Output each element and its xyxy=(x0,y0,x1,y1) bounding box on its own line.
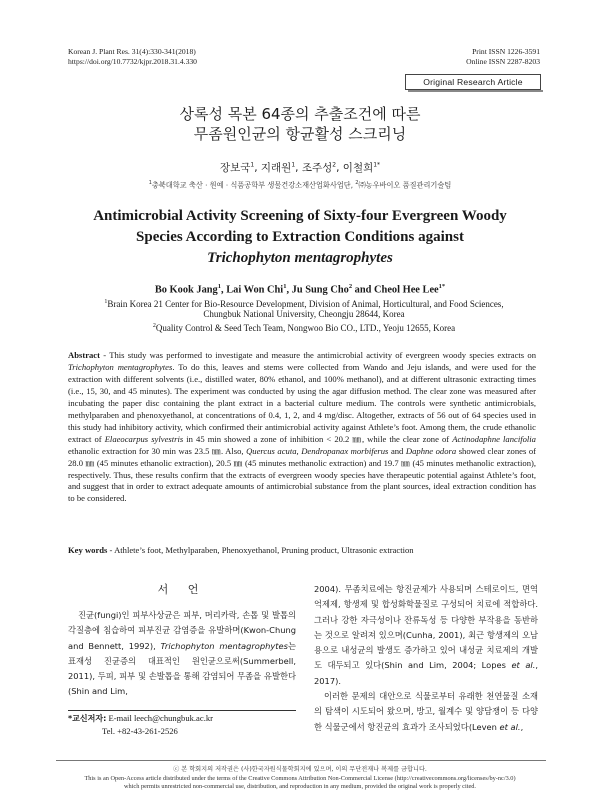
text-run: 는 표재성 진균증의 대표적인 원인균으로써(Summerbell, 2011), 두피, 피부 및 손발톱을 통해 감염되어 무좀을 유발한다(Shin and Lim, xyxy=(68,640,296,697)
english-title-line3: Trichophyton mentagrophytes xyxy=(207,250,393,266)
text-run: in 45 min showed a zone of inhibition < 20.2 ㎜, while the clear zone of xyxy=(183,433,453,444)
correspondence-email[interactable]: E-mail leech@chungbuk.ac.kr xyxy=(106,713,213,723)
intro-left-column xyxy=(68,582,296,700)
license-notice xyxy=(40,775,560,791)
journal-citation xyxy=(68,47,197,67)
affiliation-1-line1: Brain Korea 21 Center for Bio-Resource Development, Division of Animal, Horticultural, and Food Sciences, xyxy=(107,299,504,309)
intro-right-column xyxy=(314,582,538,735)
species-name: et al. xyxy=(499,721,521,732)
author-affiliation-marker: 2 xyxy=(332,161,337,169)
text-run: , xyxy=(520,721,524,732)
affiliation-marker: 2 xyxy=(355,180,359,186)
korean-affiliations xyxy=(0,180,600,190)
author-name: 이철희 xyxy=(342,162,374,174)
affiliation-text: ㈜농우바이오 품질관리기술팀 xyxy=(358,180,452,190)
intro-paragraph-2 xyxy=(314,689,538,735)
correspondence-divider xyxy=(68,710,296,711)
online-issn: Online ISSN 2287-8203 xyxy=(466,57,540,66)
text-run: - This study was performed to investigate and measure the antimicrobial activity of evergreen woody species extracts on xyxy=(99,350,536,360)
keywords-label: Key words xyxy=(68,545,108,555)
correspondence xyxy=(68,712,213,737)
author-name: Cheol Hee Lee xyxy=(374,284,439,296)
abstract xyxy=(68,350,536,505)
author-name: Ju Sung Cho xyxy=(291,284,349,296)
author-separator: , xyxy=(336,162,343,174)
author-separator: , xyxy=(286,284,292,296)
intro-paragraph-1 xyxy=(68,608,296,700)
text-run: 2004). 무좀치료에는 항진균제가 사용되며 스테로이드, 면역억제제, 항생제 및 합성화학물질로 구성되어 치료에 적합하다. 그러나 강한 자극성이나 잔류독성 등 다양한 부작용을 동반하는 것으로 알려져 있으며(Cunha, 2001), 최근 항생제의 오남용으로 내성균의 발생도 증가하고 있어 내성균 치료제의 개발도 대두되고 있다(Shin and Lim, 2004; Lopes xyxy=(314,584,538,671)
print-issn: Print ISSN 1226-3591 xyxy=(472,47,540,56)
species-name: Trichophyton mentagrophytes xyxy=(68,361,173,372)
correspondence-label: *교신저자: xyxy=(68,714,107,723)
author-affiliation-marker: 1* xyxy=(438,283,446,290)
species-name: Elaeocarpus sylvestris xyxy=(104,433,184,444)
korean-title-line2: 무좀원인균의 항균활성 스크리닝 xyxy=(193,125,407,143)
copyright-notice: ⓒ 본 학회지의 저작권은 (사)한국자원식물학회지에 있으며, 이의 무단전재나 복제를 금합니다. xyxy=(173,766,427,773)
author-name: Bo Kook Jang xyxy=(154,284,218,296)
keywords xyxy=(68,545,536,555)
species-name: Actinodaphne lancifolia xyxy=(452,433,536,444)
text-run: 진균(fungi)인 피부사상균은 피부, 머리카락, 손톱 및 발톱의 각질층에 침습하여 피부진균 감염증을 유발하며(Kwon-Chung and Bennett, 1992), xyxy=(68,610,296,651)
affiliation-1-marker: 1 xyxy=(104,299,108,305)
author-name: 장보국 xyxy=(219,162,251,174)
author-affiliation-marker: 1 xyxy=(283,283,287,290)
species-name: Daphne odora xyxy=(405,445,457,456)
author-name: 조주성 xyxy=(301,162,333,174)
license-line2: which permits unrestricted non-commercial use, distribution, and reproduction in any medium, provided the original work is properly cited. xyxy=(123,783,476,790)
doi-link[interactable]: https://doi.org/10.7732/kjpr.2018.31.4.330 xyxy=(68,57,197,66)
english-affiliation-1-cont: Chungbuk National University, Cheongju 28644, Korea xyxy=(203,309,405,319)
affiliation-text: 충북대학교 축산 · 원예 · 식품공학부 생물건강소재산업화사업단, xyxy=(151,180,356,190)
author-affiliation-marker: 2 xyxy=(348,283,353,290)
author-separator: , xyxy=(254,162,261,174)
english-affiliation-2 xyxy=(74,320,534,334)
author-separator: , xyxy=(295,162,302,174)
author-affiliation-marker: 1 xyxy=(291,161,296,169)
korean-authors xyxy=(0,160,600,175)
author-separator: , xyxy=(221,284,227,296)
journal-volume-line: Korean J. Plant Res. 31(4):330-341(2018) xyxy=(68,47,196,56)
article-type-badge: Original Research Article xyxy=(405,74,541,90)
text-run: and xyxy=(388,445,406,456)
species-name: et al. xyxy=(511,660,536,671)
author-affiliation-marker: 1 xyxy=(217,283,221,290)
license-line1: This is an Open-Access article distributed under the terms of the Creative Commons Attribution Non-Commercial License (http://creativecommons.org/licenses/by-nc/3.0) xyxy=(84,775,516,782)
author-name: 지래원 xyxy=(260,162,292,174)
text-run: . To do this, leaves and stems were collected from Wando and Jeju islands, and were used for the extraction with different solvents (i.e., distilled water, 80% ethanol, and 100% methanol), and at different ultrasonic extracting times (i.e., 15, 30, and 45 minutes). The experiment was conducted by using the agar diffusion method. The clear zone was measured after incubating the paper disc containing the plant extract in a bacterial culture medium. The controls were synthetic antimicrobials, methylparaben and phenoxyethanol, at concentrations of 0.4, 1, 2, and 4 mg/disc. Altogether, extracts of 56 out of 64 species used in this study had inhibitory activity, which confirmed their antimicrobial activity against Athlete’s foot. Among them, the crude ethanolic extract of xyxy=(68,361,536,444)
author-affiliation-marker: 1 xyxy=(250,161,255,169)
author-name: Lai Won Chi xyxy=(226,284,284,296)
affiliation-marker: 1 xyxy=(148,180,152,186)
english-title-line1: Antimicrobial Activity Screening of Sixty-four Evergreen Woody xyxy=(93,208,507,224)
text-run: showed clear zones of 28.0 ㎜ (45 minutes ethanolic extraction), 20.5 ㎜ (45 minutes methanolic extraction) and 19.7 ㎜ (45 minutes methanolic extraction), respectively. Thus, these results confirm that the extracts of evergreen woody species have therapeutic potential against Athlete’s foot, and suggest that in order to extract adequate amounts of antimicrobial substance from the plant sources, ideal extraction condition has to be considered. xyxy=(68,445,536,504)
author-separator: and xyxy=(352,284,375,296)
text-run: ethanolic extraction for 30 min was 23.5 ㎜. Also, xyxy=(68,445,247,456)
english-authors xyxy=(0,283,600,295)
text-run: 이러한 문제의 대안으로 식물로부터 유래한 천연물질 소재의 탐색이 시도되어 왔으며, 방고, 월계수 및 양담쟁이 등 다양한 식물군에서 항진균의 효과가 조사되었다(Leven xyxy=(314,691,538,732)
intro-heading: 서 언 xyxy=(157,583,207,596)
species-name: Trichophyton mentagrophytes xyxy=(160,640,288,651)
footer-divider xyxy=(56,760,546,761)
keywords-text: - Athlete’s foot, Methylparaben, Phenoxyethanol, Pruning product, Ultrasonic extraction xyxy=(107,545,414,555)
species-name: Quercus acuta, Dendropanax morbiferus xyxy=(246,445,389,456)
text-run: , 2017). xyxy=(314,660,538,686)
korean-title-line1: 상록성 목본 64종의 추출조건에 따른 xyxy=(179,105,421,123)
affiliation-2-marker: 2 xyxy=(152,323,156,329)
affiliation-2-text: Quality Control & Seed Tech Team, Nongwoo Bio CO., LTD., Yeoju 12655, Korea xyxy=(155,323,456,333)
issn-block xyxy=(466,47,540,67)
abstract-label: Abstract xyxy=(68,350,100,360)
intro-paragraph-1-cont xyxy=(314,582,538,689)
author-affiliation-marker: 1* xyxy=(373,161,381,169)
english-title-line2: Species According to Extraction Conditions against xyxy=(136,229,464,245)
correspondence-tel: Tel. +82-43-261-2526 xyxy=(102,726,178,736)
